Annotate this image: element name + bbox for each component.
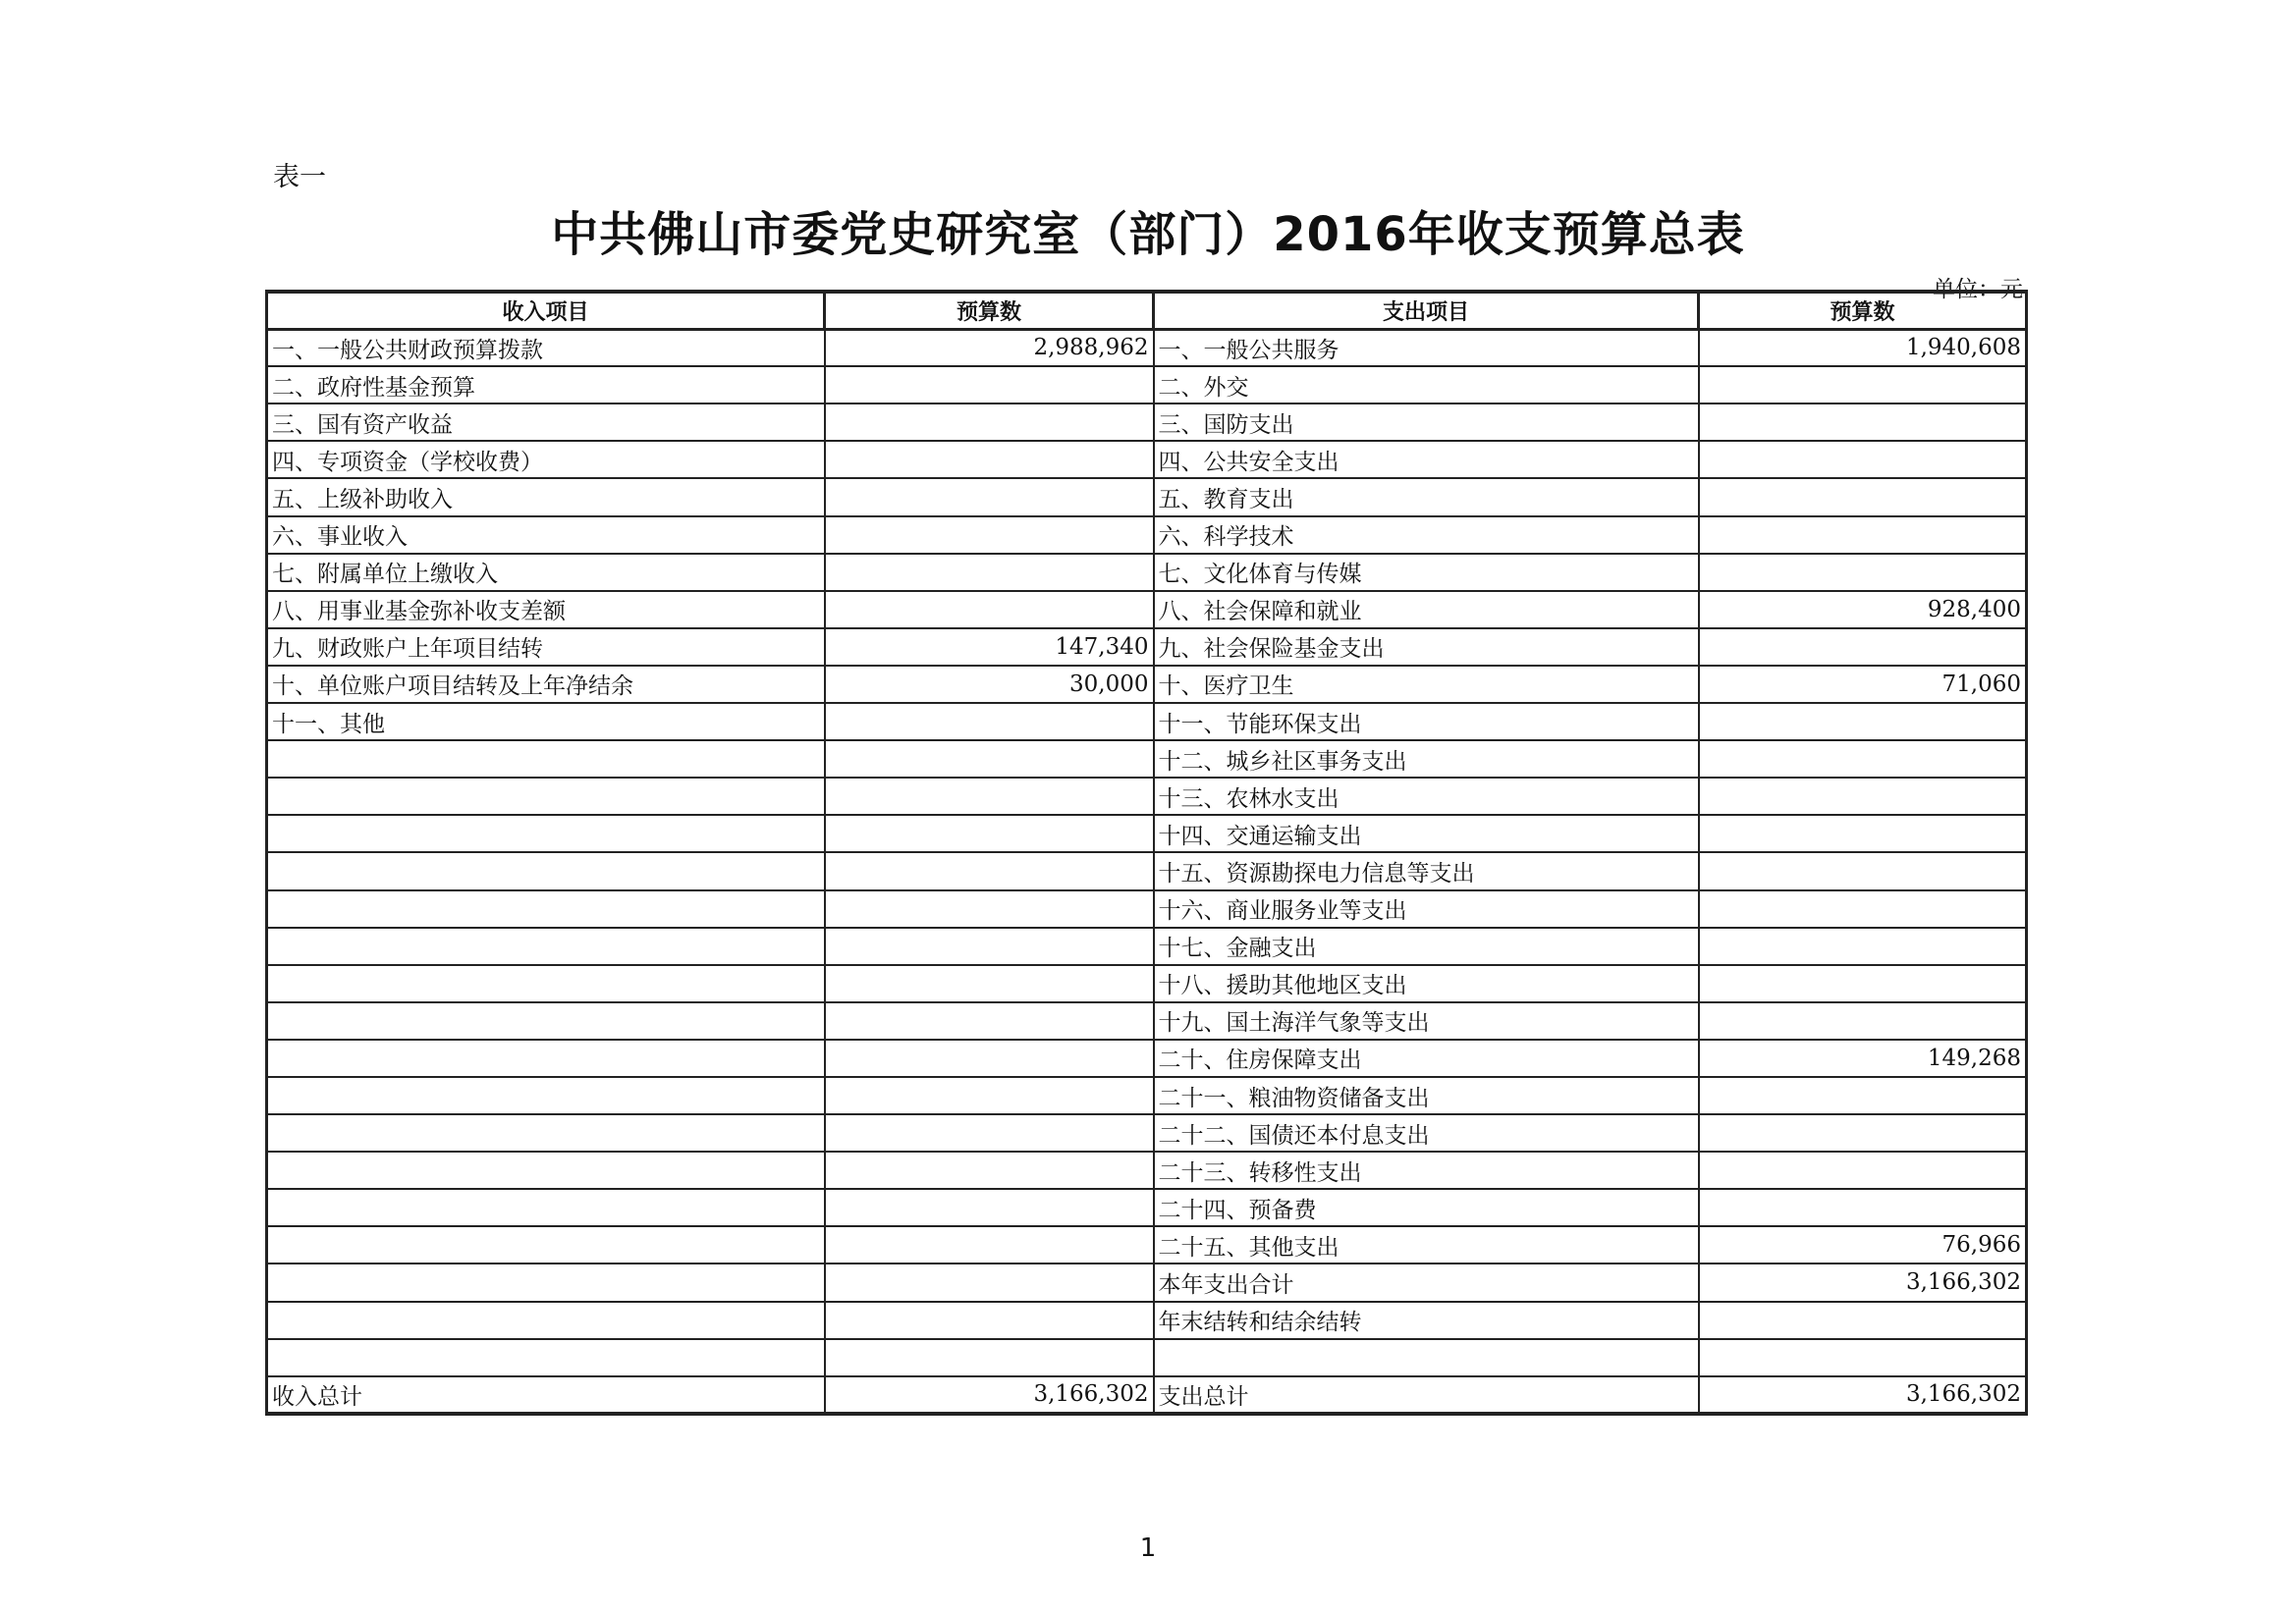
expense-item-cell: 十四、交通运输支出: [1154, 815, 1699, 852]
expense-item-cell: 三、国防支出: [1154, 403, 1699, 441]
income-amount-cell: [825, 1152, 1154, 1189]
income-amount-cell: 3,166,302: [825, 1376, 1154, 1414]
expense-item-cell: 二十二、国债还本付息支出: [1154, 1114, 1699, 1152]
expense-item-cell: 十二、城乡社区事务支出: [1154, 740, 1699, 778]
page-title: 中共佛山市委党史研究室（部门）2016年收支预算总表: [551, 207, 1745, 262]
expense-item-cell: 十一、节能环保支出: [1154, 703, 1699, 740]
income-item-cell: [267, 852, 825, 889]
expense-item-cell: 本年支出合计: [1154, 1264, 1699, 1301]
expense-amount-cell: [1699, 628, 2027, 666]
expense-item-cell: 二十三、转移性支出: [1154, 1152, 1699, 1189]
income-amount-cell: 147,340: [825, 628, 1154, 666]
income-amount-cell: [825, 740, 1154, 778]
table-row: [267, 1152, 2027, 1189]
table-row: [267, 703, 2027, 740]
income-item-cell: [267, 1077, 825, 1114]
income-amount-cell: [825, 1114, 1154, 1152]
expense-item-cell: 二十四、预备费: [1154, 1189, 1699, 1226]
table-row: [267, 740, 2027, 778]
table-row: [267, 1189, 2027, 1226]
income-amount-cell: [825, 965, 1154, 1002]
expense-amount-cell: [1699, 815, 2027, 852]
expense-amount-cell: [1699, 928, 2027, 965]
header-income-amount: 预算数: [825, 292, 1154, 329]
expense-item-cell: 十、医疗卫生: [1154, 666, 1699, 703]
expense-item-cell: 十七、金融支出: [1154, 928, 1699, 965]
income-amount-cell: [825, 1189, 1154, 1226]
expense-amount-cell: [1699, 852, 2027, 889]
expense-amount-cell: [1699, 1152, 2027, 1189]
table-row: [267, 778, 2027, 815]
table-row: [267, 965, 2027, 1002]
expense-item-cell: [1154, 1339, 1699, 1376]
expense-item-cell: 二十、住房保障支出: [1154, 1040, 1699, 1077]
expense-item-cell: 四、公共安全支出: [1154, 441, 1699, 478]
budget-table: [265, 290, 2028, 1416]
income-amount-cell: [825, 778, 1154, 815]
income-item-cell: [267, 1339, 825, 1376]
expense-amount-cell: [1699, 366, 2027, 403]
income-item-cell: [267, 1002, 825, 1040]
income-item-cell: [267, 928, 825, 965]
expense-amount-cell: [1699, 1339, 2027, 1376]
income-item-cell: 十一、其他: [267, 703, 825, 740]
expense-amount-cell: 76,966: [1699, 1226, 2027, 1264]
expense-item-cell: 二十一、粮油物资储备支出: [1154, 1077, 1699, 1114]
expense-amount-cell: [1699, 441, 2027, 478]
income-item-cell: [267, 1114, 825, 1152]
income-item-cell: 九、财政账户上年项目结转: [267, 628, 825, 666]
table-row: [267, 366, 2027, 403]
table-row: [267, 1226, 2027, 1264]
expense-amount-cell: [1699, 1114, 2027, 1152]
income-item-cell: 二、政府性基金预算: [267, 366, 825, 403]
table-row: [267, 441, 2027, 478]
income-amount-cell: [825, 554, 1154, 591]
income-amount-cell: [825, 403, 1154, 441]
unit-label: 单位：元: [1933, 277, 2023, 302]
income-item-cell: [267, 1189, 825, 1226]
table-body: [267, 329, 2027, 1414]
expense-item-cell: 十九、国土海洋气象等支出: [1154, 1002, 1699, 1040]
income-item-cell: [267, 1302, 825, 1339]
table-row: [267, 928, 2027, 965]
expense-item-cell: 二、外交: [1154, 366, 1699, 403]
expense-item-cell: 八、社会保障和就业: [1154, 591, 1699, 628]
table-row: [267, 815, 2027, 852]
expense-amount-cell: [1699, 965, 2027, 1002]
expense-item-cell: 年末结转和结余结转: [1154, 1302, 1699, 1339]
table-row: [267, 1302, 2027, 1339]
income-item-cell: 三、国有资产收益: [267, 403, 825, 441]
income-amount-cell: [825, 1226, 1154, 1264]
income-item-cell: 七、附属单位上缴收入: [267, 554, 825, 591]
table-row: [267, 890, 2027, 928]
income-item-cell: [267, 1264, 825, 1301]
income-item-cell: 八、用事业基金弥补收支差额: [267, 591, 825, 628]
expense-item-cell: 五、教育支出: [1154, 478, 1699, 515]
income-item-cell: 六、事业收入: [267, 516, 825, 554]
income-item-cell: 十、单位账户项目结转及上年净结余: [267, 666, 825, 703]
expense-amount-cell: [1699, 890, 2027, 928]
income-item-cell: 一、一般公共财政预算拨款: [267, 329, 825, 366]
income-amount-cell: [825, 478, 1154, 515]
income-amount-cell: [825, 852, 1154, 889]
expense-item-cell: 六、科学技术: [1154, 516, 1699, 554]
income-item-cell: [267, 815, 825, 852]
table-header-row: [267, 292, 2027, 329]
expense-amount-cell: [1699, 1189, 2027, 1226]
table-row: [267, 554, 2027, 591]
income-amount-cell: [825, 1040, 1154, 1077]
table-row: [267, 1339, 2027, 1376]
expense-amount-cell: 928,400: [1699, 591, 2027, 628]
table-row: [267, 1002, 2027, 1040]
expense-item-cell: 十八、援助其他地区支出: [1154, 965, 1699, 1002]
table-row: [267, 403, 2027, 441]
header-income-item: 收入项目: [267, 292, 825, 329]
header-expense-item: 支出项目: [1154, 292, 1699, 329]
expense-item-cell: 九、社会保险基金支出: [1154, 628, 1699, 666]
income-amount-cell: [825, 703, 1154, 740]
table-row: [267, 478, 2027, 515]
expense-item-cell: 十六、商业服务业等支出: [1154, 890, 1699, 928]
income-item-cell: [267, 1226, 825, 1264]
income-item-cell: 四、专项资金（学校收费）: [267, 441, 825, 478]
expense-amount-cell: [1699, 554, 2027, 591]
income-item-cell: 五、上级补助收入: [267, 478, 825, 515]
expense-amount-cell: [1699, 703, 2027, 740]
header-expense-amount: 预算数: [1699, 292, 2027, 329]
expense-amount-cell: [1699, 516, 2027, 554]
expense-amount-cell: [1699, 478, 2027, 515]
income-amount-cell: [825, 1264, 1154, 1301]
expense-amount-cell: 3,166,302: [1699, 1376, 2027, 1414]
page-number: 1: [1139, 1533, 1157, 1563]
income-amount-cell: 2,988,962: [825, 329, 1154, 366]
expense-item-cell: 十五、资源勘探电力信息等支出: [1154, 852, 1699, 889]
expense-item-cell: 十三、农林水支出: [1154, 778, 1699, 815]
income-amount-cell: [825, 1002, 1154, 1040]
expense-item-cell: 一、一般公共服务: [1154, 329, 1699, 366]
table-row: [267, 852, 2027, 889]
income-amount-cell: [825, 890, 1154, 928]
income-item-cell: [267, 740, 825, 778]
table-row: [267, 628, 2027, 666]
table-row: [267, 666, 2027, 703]
expense-amount-cell: 1,940,608: [1699, 329, 2027, 366]
income-amount-cell: 30,000: [825, 666, 1154, 703]
income-amount-cell: [825, 815, 1154, 852]
income-item-cell: 收入总计: [267, 1376, 825, 1414]
expense-item-cell: 七、文化体育与传媒: [1154, 554, 1699, 591]
income-amount-cell: [825, 1302, 1154, 1339]
table-row: [267, 1264, 2027, 1301]
income-item-cell: [267, 1152, 825, 1189]
expense-amount-cell: [1699, 1302, 2027, 1339]
income-amount-cell: [825, 928, 1154, 965]
expense-amount-cell: [1699, 1002, 2027, 1040]
expense-amount-cell: 149,268: [1699, 1040, 2027, 1077]
income-item-cell: [267, 890, 825, 928]
expense-amount-cell: [1699, 403, 2027, 441]
table-row: [267, 516, 2027, 554]
table-row: [267, 329, 2027, 366]
expense-item-cell: 二十五、其他支出: [1154, 1226, 1699, 1264]
expense-amount-cell: [1699, 740, 2027, 778]
income-amount-cell: [825, 516, 1154, 554]
table-row: [267, 1077, 2027, 1114]
expense-item-cell: 支出总计: [1154, 1376, 1699, 1414]
table-label: 表一: [273, 162, 326, 192]
table-row: [267, 1376, 2027, 1414]
expense-amount-cell: 71,060: [1699, 666, 2027, 703]
income-amount-cell: [825, 441, 1154, 478]
income-item-cell: [267, 778, 825, 815]
expense-amount-cell: [1699, 1077, 2027, 1114]
income-amount-cell: [825, 1339, 1154, 1376]
income-item-cell: [267, 965, 825, 1002]
income-amount-cell: [825, 366, 1154, 403]
income-amount-cell: [825, 591, 1154, 628]
expense-amount-cell: 3,166,302: [1699, 1264, 2027, 1301]
expense-amount-cell: [1699, 778, 2027, 815]
table-row: [267, 1040, 2027, 1077]
income-item-cell: [267, 1040, 825, 1077]
income-amount-cell: [825, 1077, 1154, 1114]
table-row: [267, 1114, 2027, 1152]
table-row: [267, 591, 2027, 628]
